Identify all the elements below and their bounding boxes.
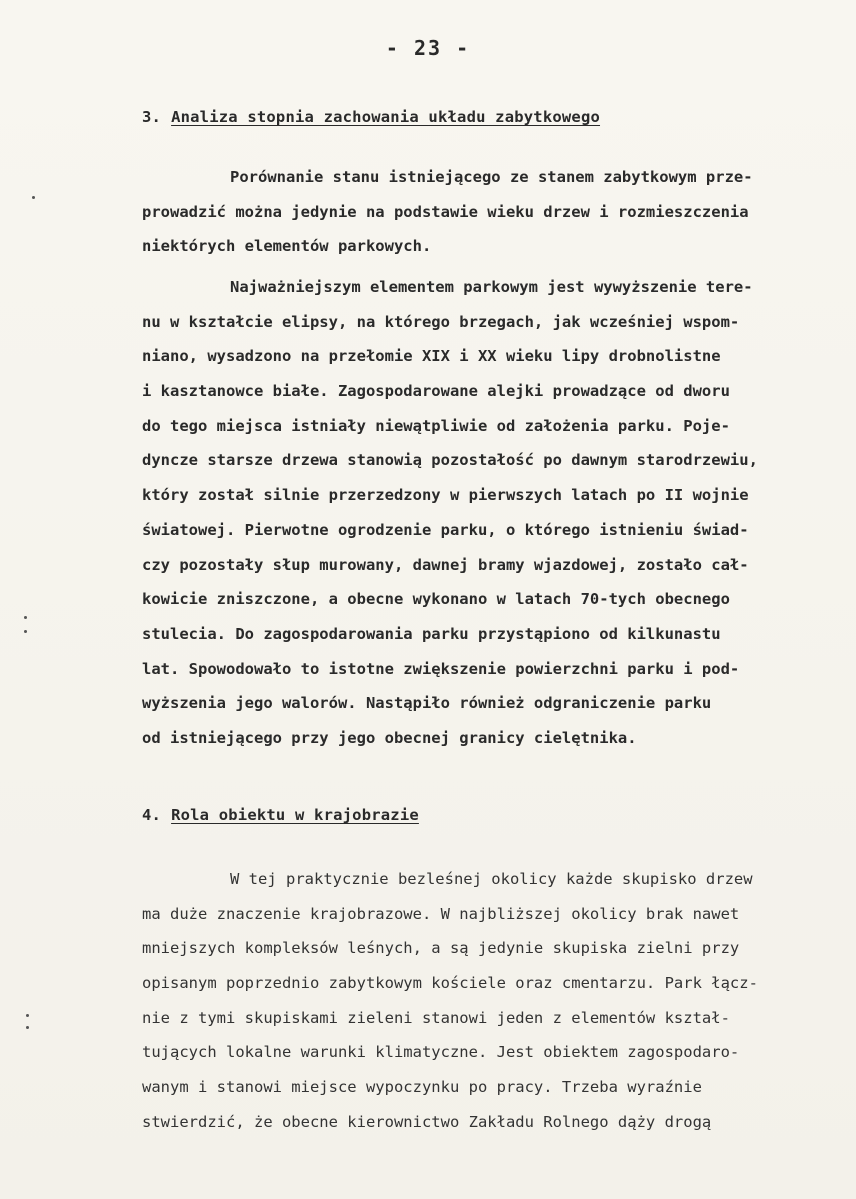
text-line: który został silnie przerzedzony w pierwszych latach po II wojnie [142, 486, 749, 505]
margin-mark [32, 196, 35, 199]
text-line: kowicie zniszczone, a obecne wykonano w latach 70-tych obecnego [142, 590, 730, 609]
text-line: Porównanie stanu istniejącego ze stanem zabytkowym prze- [230, 168, 753, 186]
text-line: i kasztanowce białe. Zagospodarowane alejki prowadzące od dworu [142, 382, 730, 401]
page-number: - 23 - [385, 36, 471, 60]
section-number: 3. [142, 108, 162, 126]
paragraph-2 [142, 270, 812, 756]
section-heading-4 [142, 806, 419, 824]
text-line: nie z tymi skupiskami zieleni stanowi jeden z elementów kształ- [142, 1008, 730, 1027]
section-title: Analiza stopnia zachowania układu zabytkowego [171, 108, 601, 126]
section-number: 4. [142, 806, 162, 824]
text-line: dyncze starsze drzewa stanowią pozostałość po dawnym starodrzewiu, [142, 451, 758, 470]
text-line: opisanym poprzednio zabytkowym kościele oraz cmentarzu. Park łącz- [142, 974, 758, 993]
text-line: mniejszych kompleksów leśnych, a są jedynie skupiska zielni przy [142, 939, 740, 958]
text-line: Najważniejszym elementem parkowym jest wywyższenie tere- [230, 278, 753, 296]
text-line: ma duże znaczenie krajobrazowe. W najbliższej okolicy brak nawet [142, 904, 740, 923]
text-line: wyższenia jego walorów. Nastąpiło również odgraniczenie parku [142, 694, 712, 713]
text-line: lat. Spowodowało to istotne zwiększenie powierzchni parku i pod- [142, 659, 740, 678]
text-line: niano, wysadzono na przełomie XIX i XX wieku lipy drobnolistne [142, 347, 721, 366]
text-line: wanym i stanowi miejsce wypoczynku po pracy. Trzeba wyraźnie [142, 1078, 702, 1097]
section-heading-3 [142, 108, 600, 126]
paragraph-3 [142, 862, 812, 1140]
text-line: czy pozostały słup murowany, dawnej bramy wjazdowej, zostało cał- [142, 555, 749, 574]
margin-mark [26, 1014, 29, 1017]
margin-mark [24, 630, 27, 633]
text-line: od istniejącego przy jego obecnej granicy cielętnika. [142, 728, 637, 747]
text-line: prowadzić można jedynie na podstawie wieku drzew i rozmieszczenia [142, 202, 749, 221]
text-line: stulecia. Do zagospodarowania parku przystąpiono od kilkunastu [142, 624, 721, 643]
text-line: światowej. Pierwotne ogrodzenie parku, o którego istnieniu świad- [142, 520, 749, 539]
margin-mark [24, 616, 27, 619]
section-title: Rola obiektu w krajobrazie [171, 806, 419, 824]
text-line: tujących lokalne warunki klimatyczne. Jest obiektem zagospodaro- [142, 1043, 740, 1062]
text-line: niektórych elementów parkowych. [142, 237, 432, 256]
text-line: nu w kształcie elipsy, na którego brzegach, jak wcześniej wspom- [142, 312, 740, 331]
text-line: W tej praktycznie bezleśnej okolicy każde skupisko drzew [230, 870, 753, 888]
text-line: stwierdzić, że obecne kierownictwo Zakładu Rolnego dąży drogą [142, 1112, 712, 1131]
paragraph-1 [142, 160, 812, 264]
text-line: do tego miejsca istniały niewątpliwie od założenia parku. Poje- [142, 416, 730, 435]
margin-mark [26, 1026, 29, 1029]
